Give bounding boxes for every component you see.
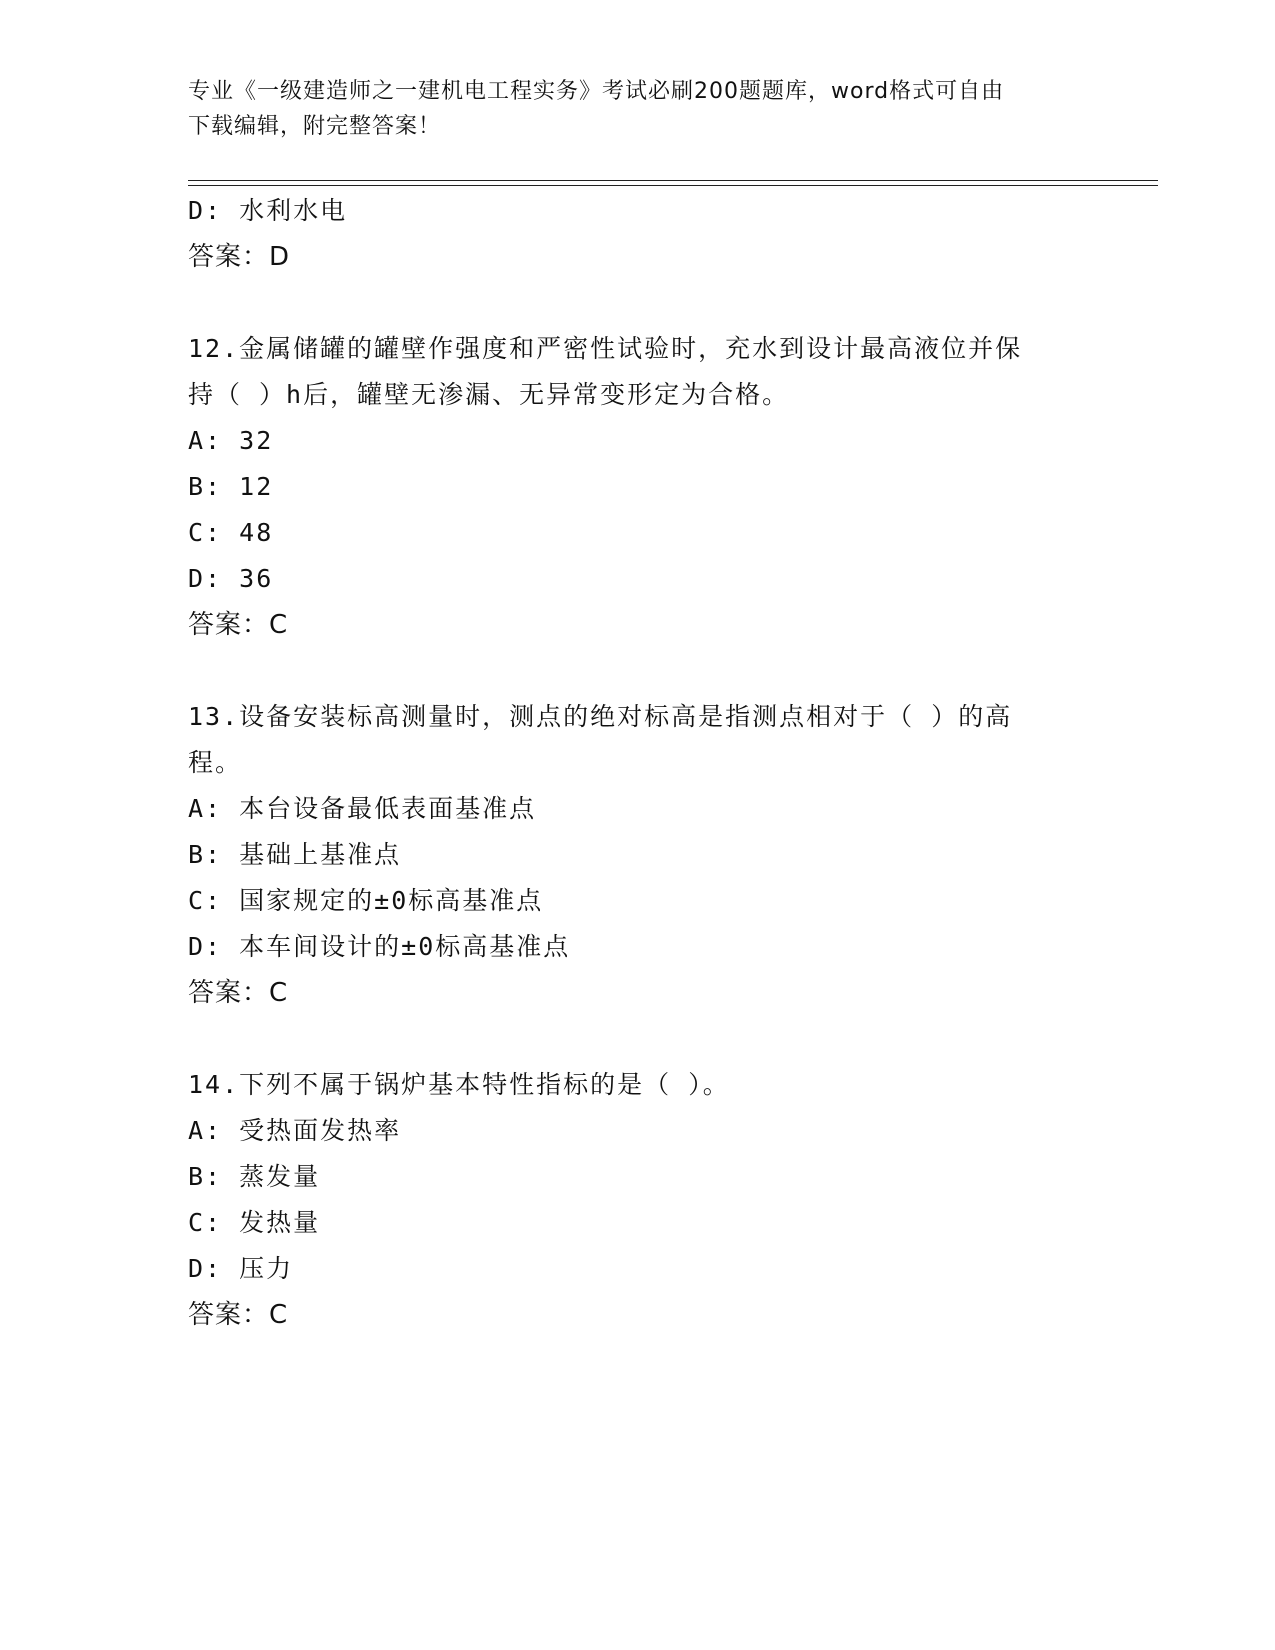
header-line-1: 专业《一级建造师之一建机电工程实务》考试必刷200题题库，word格式可自由: [188, 79, 1005, 104]
question-14-line-1: 14.下列不属于锅炉基本特性指标的是（ ）。: [188, 1070, 730, 1099]
prev-option-d: D: 水利水电: [188, 196, 348, 225]
question-12-line-2: 持（ ）h后，罐壁无渗漏、无异常变形定为合格。: [188, 380, 790, 409]
document-header: [188, 74, 1088, 144]
question-13-answer: 答案：C: [188, 978, 289, 1008]
question-13-option-d: D: 本车间设计的±0标高基准点: [188, 932, 571, 961]
question-12-option-b: B: 12: [188, 472, 274, 501]
spacer: [188, 280, 1088, 326]
question-12-answer: 答案：C: [188, 610, 289, 640]
question-14-option-b: B: 蒸发量: [188, 1162, 321, 1191]
question-13-option-a: A: 本台设备最低表面基准点: [188, 794, 537, 823]
question-14-answer: 答案：C: [188, 1300, 289, 1330]
question-14-option-c: C: 发热量: [188, 1208, 321, 1237]
document-body: [188, 188, 1088, 1338]
question-13-option-c: C: 国家规定的±0标高基准点: [188, 886, 544, 915]
spacer: [188, 648, 1088, 694]
question-12-option-c: C: 48: [188, 518, 274, 547]
header-line-2: 下载编辑，附完整答案！: [188, 114, 442, 139]
question-13-line-1: 13.设备安装标高测量时，测点的绝对标高是指测点相对于（ ）的高: [188, 702, 1013, 731]
question-12-option-a: A: 32: [188, 426, 274, 455]
header-rule-top: [188, 180, 1158, 181]
question-13-line-2: 程。: [188, 748, 243, 777]
spacer: [188, 1016, 1088, 1062]
question-14-option-d: D: 压力: [188, 1254, 294, 1283]
header-rule-bottom: [188, 185, 1158, 186]
question-13-option-b: B: 基础上基准点: [188, 840, 402, 869]
question-12-line-1: 12.金属储罐的罐壁作强度和严密性试验时，充水到设计最高液位并保: [188, 334, 1023, 363]
question-12-option-d: D: 36: [188, 564, 274, 593]
question-14-option-a: A: 受热面发热率: [188, 1116, 402, 1145]
prev-answer: 答案：D: [188, 242, 291, 272]
